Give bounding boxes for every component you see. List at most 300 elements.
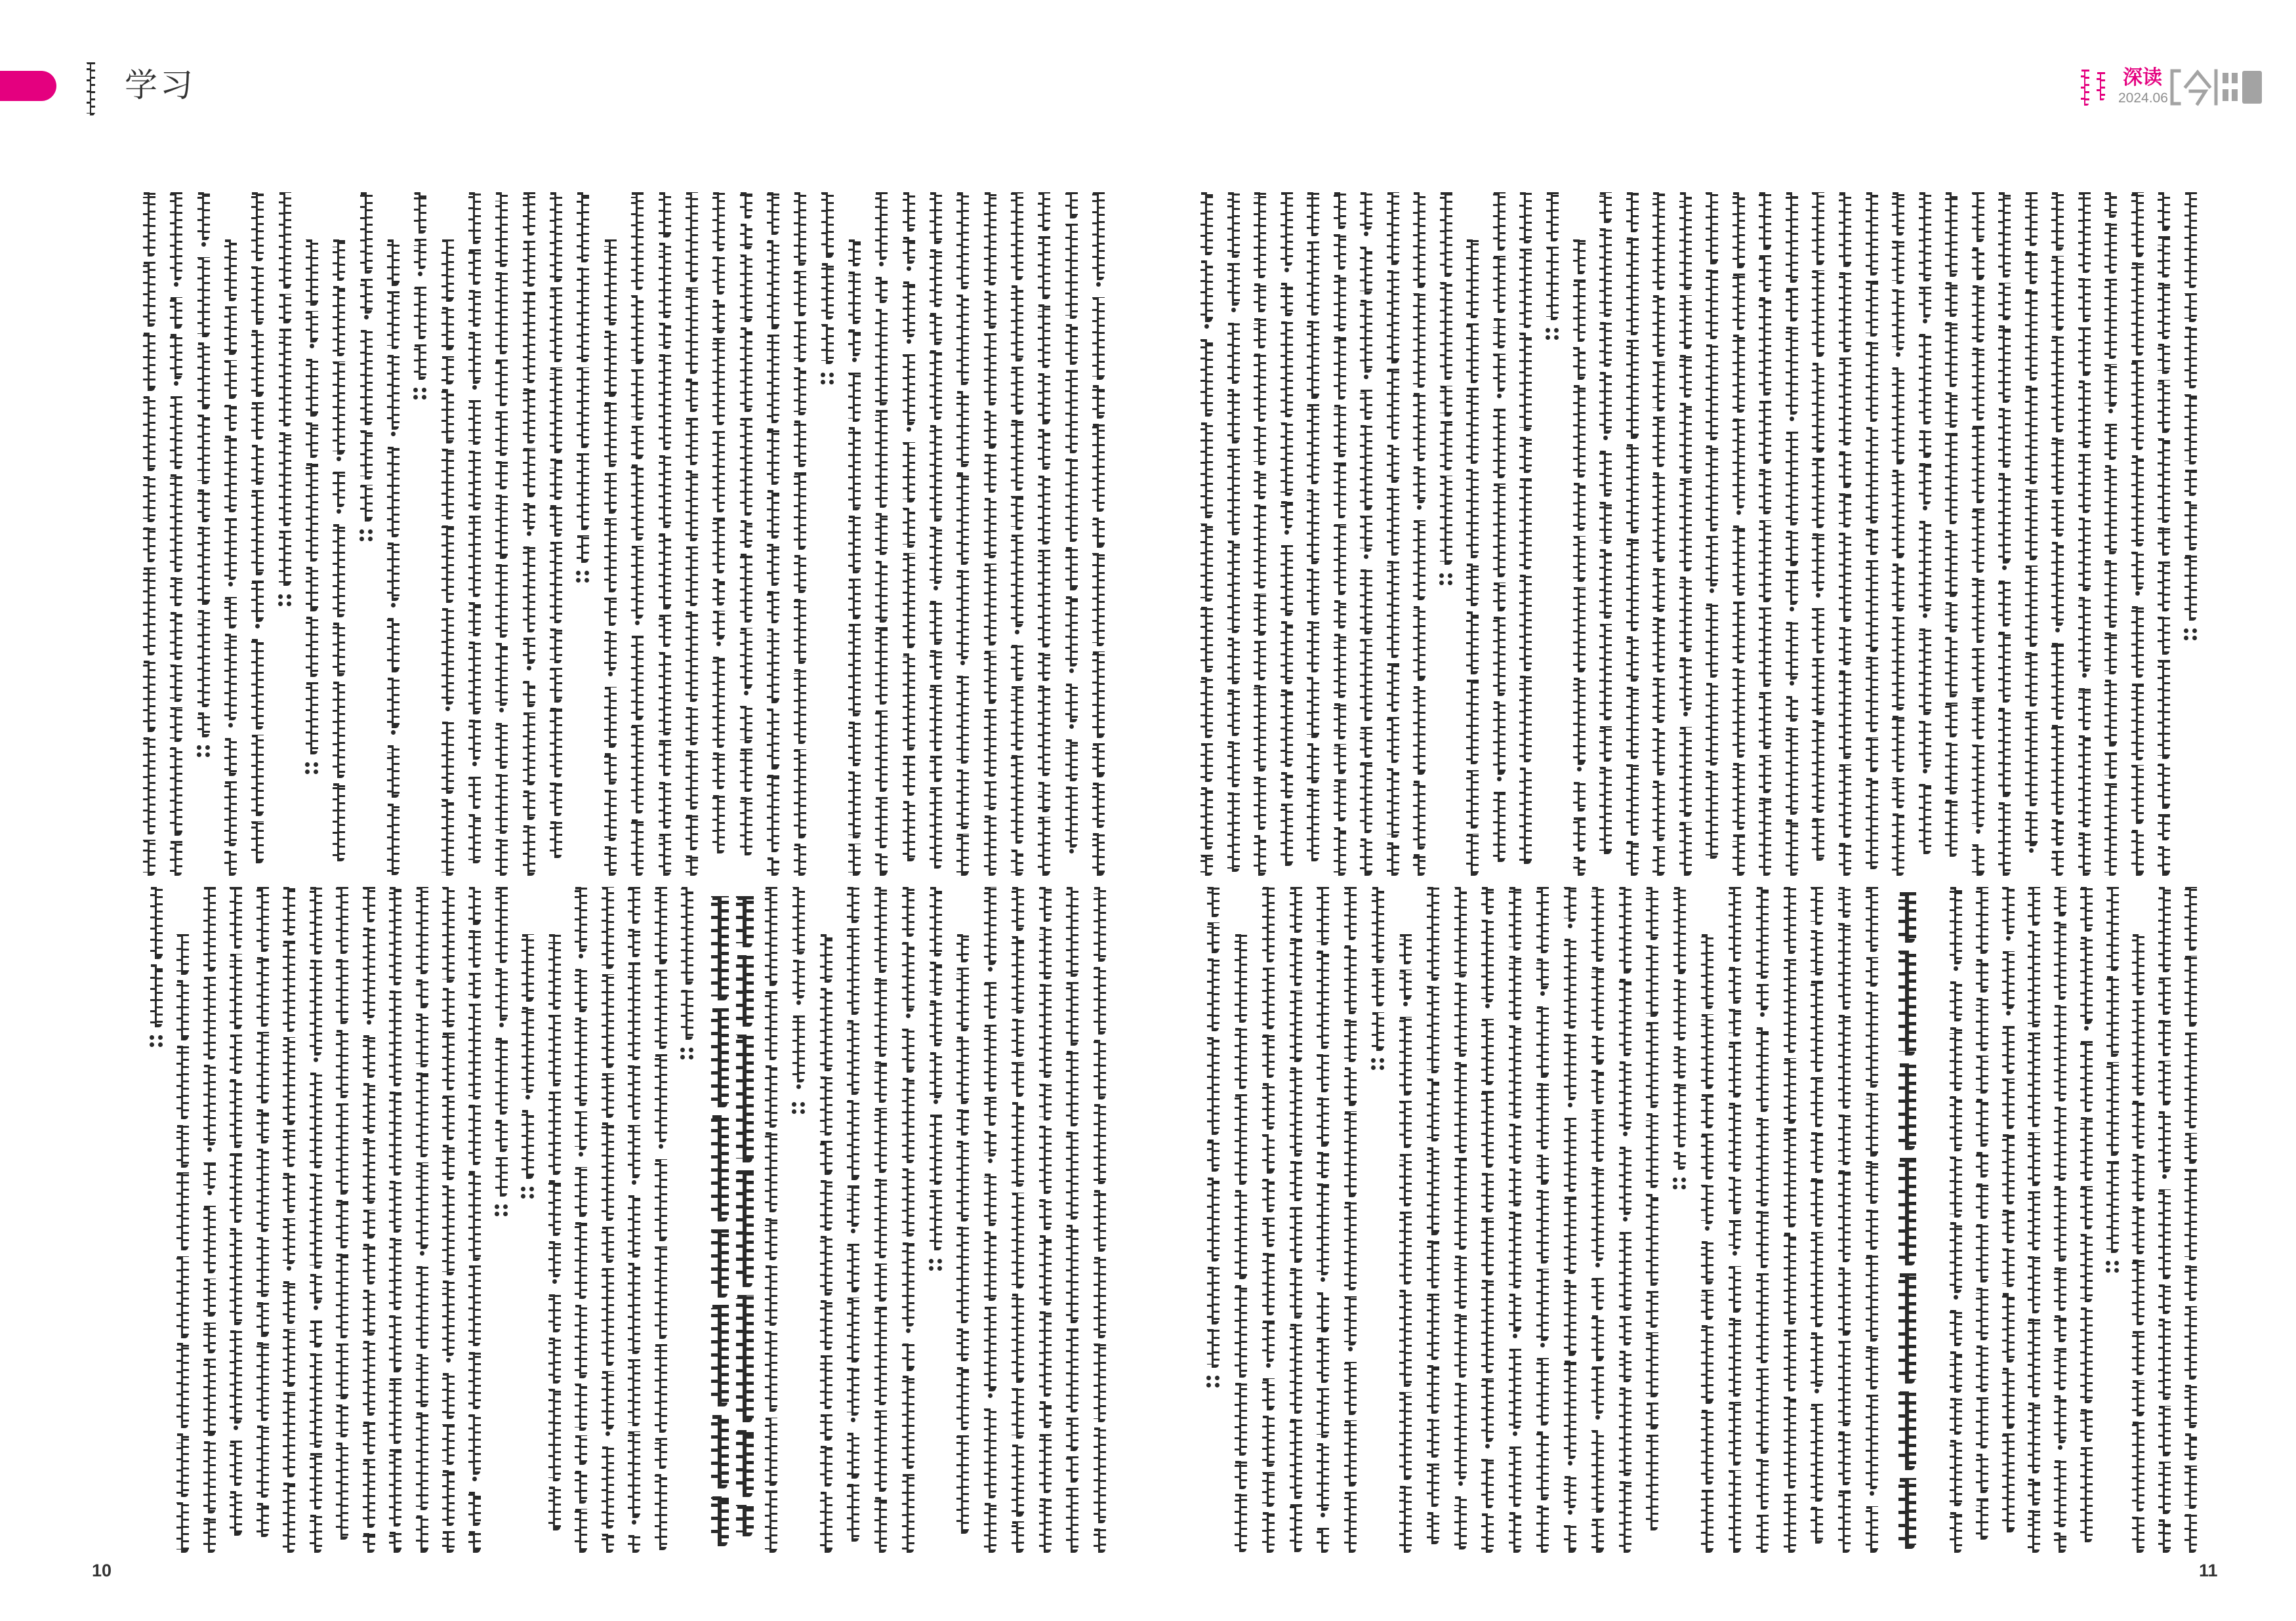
text-column (1570, 192, 1588, 872)
mongolian-word (2156, 1111, 2173, 1169)
mongolian-word (574, 192, 591, 259)
mongolian-word (493, 495, 510, 556)
mongolian-word (1809, 818, 1826, 857)
punctuation-mark (1705, 1226, 1710, 1231)
mongolian-word (1916, 430, 1933, 455)
mongolian-word (1561, 887, 1578, 918)
mongolian-word (2022, 712, 2040, 803)
mongolian-word (900, 508, 917, 544)
mongolian-word (2076, 454, 2093, 510)
mongolian-word (1589, 1278, 1606, 1307)
mongolian-word (1570, 239, 1588, 271)
text-column (1783, 192, 1800, 872)
mongolian-word (1452, 1314, 1469, 1374)
punctuation-mark (1458, 1481, 1463, 1486)
mongolian-word (1384, 717, 1401, 760)
mongolian-word (1597, 192, 1614, 220)
punctuation-mark (2006, 936, 2011, 941)
text-column (2025, 887, 2042, 1549)
mongolian-word (872, 1410, 889, 1488)
mongolian-word (872, 627, 890, 701)
mongolian-word (174, 1433, 191, 1494)
mongolian-word (1969, 745, 1986, 824)
mongolian-word (1996, 632, 2013, 699)
mongolian-word (2182, 555, 2199, 617)
mongolian-word (493, 1120, 510, 1149)
mongolian-word (466, 1105, 483, 1162)
punctuation-mark (1732, 1251, 1737, 1256)
mongolian-word (1342, 1492, 1359, 1549)
mongolian-word (386, 887, 403, 982)
mongolian-word (2102, 364, 2119, 403)
text-column (872, 887, 889, 1549)
mongolian-word (1756, 401, 1773, 461)
mongolian-word (1534, 1190, 1551, 1260)
mongolian-word (249, 490, 266, 572)
mongolian-word (981, 192, 998, 282)
mongolian-word (254, 957, 271, 1023)
punctuation-mark (1623, 1132, 1628, 1136)
mongolian-word (817, 1236, 834, 1292)
punctuation-mark (503, 1204, 508, 1209)
section-title-left: 学习 (125, 66, 195, 104)
mongolian-word (333, 1254, 350, 1335)
mongolian-word (1314, 1443, 1331, 1508)
mongolian-word (981, 1174, 998, 1223)
mongolian-word (2155, 764, 2172, 806)
mongolian-word (899, 942, 916, 1008)
mongolian-word (1836, 533, 1853, 619)
mongolian-word (1035, 429, 1052, 466)
mongolian-word (872, 309, 890, 402)
mongolian-word (1836, 451, 1853, 485)
mongolian-word (1677, 403, 1694, 470)
mongolian-word (2076, 380, 2093, 445)
mongolian-word (1561, 1361, 1578, 1456)
punctuation-mark (314, 762, 318, 767)
mongolian-word (167, 297, 184, 325)
mongolian-word (2051, 887, 2068, 913)
mongolian-word (2129, 1422, 2146, 1508)
mongolian-word (2025, 1479, 2042, 1502)
mongolian-word (1464, 611, 1481, 671)
text-column (254, 887, 271, 1549)
mongolian-word (817, 1355, 834, 1406)
mongolian-word (737, 192, 754, 215)
mongolian-word (1198, 607, 1215, 669)
mongolian-word (249, 821, 266, 860)
mongolian-word (1517, 676, 1534, 759)
mongolian-word (1035, 817, 1052, 872)
mongolian-word (602, 331, 619, 394)
mongolian-word (1278, 621, 1295, 681)
punctuation-mark (529, 1194, 534, 1199)
mongolian-word (1589, 1109, 1606, 1159)
punctuation-mark (1364, 375, 1368, 379)
text-column (1726, 887, 1743, 1549)
mongolian-word (1808, 930, 1825, 972)
mongolian-word (140, 396, 157, 468)
mongolian-word (2156, 1284, 2173, 1311)
mongolian-word (1650, 781, 1667, 838)
mongolian-word (1090, 743, 1107, 774)
mongolian-word (1570, 587, 1588, 669)
mongolian-word (708, 1496, 731, 1542)
mongolian-word (872, 513, 890, 552)
mongolian-word (625, 1263, 642, 1351)
mongolian-word (954, 1328, 971, 1358)
mongolian-word (1973, 887, 1990, 951)
mongolian-word (1251, 354, 1268, 419)
mongolian-word (1063, 1225, 1080, 1320)
mongolian-word (1808, 1332, 1825, 1384)
text-column (1671, 887, 1688, 1549)
mongolian-word (493, 774, 510, 831)
mongolian-word (167, 841, 184, 872)
mongolian-word (174, 1256, 191, 1335)
mongolian-word (683, 470, 700, 538)
punctuation-mark (445, 707, 450, 711)
text-column (1278, 192, 1295, 872)
text-column (222, 192, 239, 872)
mongolian-word (683, 192, 700, 279)
punctuation-mark (2162, 1174, 2167, 1179)
mongolian-word (1090, 651, 1107, 735)
punctuation-mark (1448, 581, 1452, 585)
mongolian-word (167, 192, 184, 277)
mongolian-word (1357, 247, 1374, 291)
mongolian-word (1781, 1233, 1798, 1321)
mongolian-word (599, 1073, 616, 1115)
mongolian-word (1304, 489, 1321, 561)
mongolian-word (2022, 386, 2040, 481)
mongolian-word (280, 887, 297, 932)
mongolian-word (1437, 421, 1454, 467)
mongolian-word (1753, 1515, 1771, 1549)
mongolian-word (1534, 1269, 1551, 1338)
mongolian-word (1314, 1054, 1331, 1089)
punctuation-mark (1595, 1263, 1600, 1267)
mongolian-word (790, 960, 807, 995)
mongolian-word (1643, 1194, 1660, 1282)
mongolian-word (1726, 1220, 1743, 1246)
mongolian-word (1198, 677, 1215, 735)
mongolian-word (1464, 834, 1481, 872)
mongolian-word (1589, 1167, 1606, 1258)
text-column (1204, 887, 1221, 1549)
mongolian-word (360, 1422, 377, 1451)
mongolian-word (227, 1153, 244, 1220)
mongolian-word (1331, 192, 1348, 226)
mongolian-word (466, 930, 483, 964)
text-column (1969, 192, 1986, 872)
mongolian-word (710, 795, 727, 850)
text-column (333, 887, 350, 1549)
mongolian-word (900, 237, 917, 260)
mongolian-word (1677, 355, 1694, 394)
mongolian-word (652, 887, 669, 961)
mongolian-word (249, 445, 266, 482)
punctuation-mark (499, 1023, 504, 1027)
punctuation-mark (960, 661, 965, 665)
mongolian-word (602, 402, 619, 464)
text-column (1781, 887, 1798, 1549)
mongolian-word (1464, 680, 1481, 761)
punctuation-mark (228, 582, 233, 586)
mongolian-word (140, 661, 157, 729)
mongolian-word (1973, 1288, 1990, 1337)
mongolian-word (1204, 1329, 1221, 1365)
mongolian-word (762, 1265, 779, 1323)
mongolian-word (2156, 1462, 2173, 1511)
punctuation-mark (1673, 1185, 1677, 1189)
punctuation-mark (287, 602, 291, 606)
mongolian-word (520, 546, 537, 629)
mongolian-word (2129, 606, 2146, 674)
mongolian-word (1517, 575, 1534, 668)
mongolian-word (1479, 1378, 1496, 1439)
text-column (2051, 887, 2068, 1549)
punctuation-mark (1069, 668, 1074, 673)
mongolian-word (493, 723, 510, 766)
mongolian-word (602, 473, 619, 510)
mongolian-word (1009, 1102, 1026, 1183)
mongolian-word (1726, 1103, 1743, 1168)
mongolian-word (737, 418, 754, 512)
mongolian-word (846, 329, 863, 353)
mongolian-word (493, 1157, 510, 1193)
mongolian-word (1384, 445, 1401, 480)
mongolian-word (652, 1474, 669, 1547)
text-column (1616, 887, 1633, 1549)
mongolian-word (1369, 1012, 1386, 1048)
mongolian-word (1008, 192, 1025, 277)
mongolian-word (899, 1474, 916, 1549)
mongolian-word (574, 268, 591, 359)
mongolian-word (1304, 404, 1321, 481)
mongolian-word (1479, 1091, 1496, 1164)
mongolian-word (733, 1295, 756, 1418)
mongolian-word (303, 617, 320, 674)
mongolian-word (333, 1344, 350, 1396)
text-column (307, 887, 324, 1549)
mongolian-word (1730, 668, 1747, 754)
mongolian-word (307, 887, 324, 951)
page-number-right: 11 (2199, 1561, 2218, 1580)
mongolian-word (652, 1246, 669, 1336)
mongolian-word (927, 249, 944, 304)
punctuation-mark (716, 642, 721, 646)
mongolian-word (708, 1229, 731, 1294)
mongolian-word (2025, 1510, 2042, 1549)
punctuation-mark (418, 272, 422, 276)
mongolian-word (493, 411, 510, 453)
mongolian-word (1342, 1420, 1359, 1483)
mongolian-word (1589, 1070, 1606, 1101)
mongolian-word (2025, 1403, 2042, 1470)
mongolian-word (546, 1389, 563, 1478)
mongolian-word (1506, 1168, 1523, 1203)
mongolian-word (628, 426, 646, 456)
mongolian-word (2022, 489, 2040, 557)
mongolian-word (844, 1020, 861, 1092)
mongolian-word (737, 327, 754, 409)
mongolian-word (330, 286, 347, 353)
mongolian-word (254, 1503, 271, 1534)
mongolian-word (1479, 1218, 1496, 1272)
punctuation-mark (359, 537, 364, 541)
mongolian-word (872, 853, 890, 872)
mongolian-word (167, 334, 184, 376)
mongolian-word (411, 287, 428, 336)
mongolian-word (307, 1274, 324, 1300)
mongolian-word (280, 1173, 297, 1210)
mongolian-word (817, 1300, 834, 1347)
mongolian-word (140, 567, 157, 652)
mongolian-word (1756, 692, 1773, 746)
mongolian-word (602, 687, 619, 745)
mongolian-word (791, 599, 808, 661)
mongolian-word (2155, 814, 2172, 837)
mongolian-word (222, 781, 239, 843)
mongolian-word (2025, 1256, 2042, 1310)
mongolian-word (1278, 321, 1295, 414)
mongolian-word (817, 988, 834, 1068)
mongolian-word (201, 1518, 218, 1549)
mongolian-word (307, 1174, 324, 1265)
mongolian-word (1063, 324, 1080, 361)
mongolian-word (1570, 817, 1588, 848)
punctuation-mark (364, 315, 369, 319)
mongolian-word (546, 1338, 563, 1380)
mongolian-word (900, 281, 917, 334)
mongolian-word (2051, 1107, 2068, 1178)
mongolian-word (1304, 743, 1321, 780)
mongolian-word (1969, 844, 1986, 872)
mongolian-word (1232, 1094, 1249, 1181)
punctuation-mark (1923, 506, 1927, 510)
punctuation-mark (1364, 232, 1368, 236)
mongolian-word (1424, 986, 1441, 1070)
mongolian-word (1781, 1494, 1798, 1549)
mongolian-word (547, 542, 564, 620)
mongolian-word (440, 988, 457, 1024)
mongolian-word (1287, 1067, 1304, 1153)
mongolian-word (1616, 1232, 1633, 1307)
mongolian-word (360, 1035, 377, 1075)
punctuation-mark (420, 1251, 424, 1256)
mongolian-word (384, 618, 401, 669)
mongolian-word (386, 1181, 403, 1229)
punctuation-mark (632, 1180, 636, 1185)
mongolian-word (1331, 405, 1348, 454)
mongolian-word (360, 1459, 377, 1525)
mongolian-word (2104, 1161, 2121, 1250)
mongolian-word (1063, 739, 1080, 778)
mongolian-word (1916, 192, 1933, 278)
mongolian-word (254, 1149, 271, 1229)
punctuation-mark (1976, 829, 1980, 834)
mongolian-word (1703, 270, 1720, 336)
mongolian-word (2102, 680, 2119, 743)
mongolian-word (1534, 1083, 1551, 1146)
mongolian-word (440, 1281, 457, 1353)
mongolian-word (1916, 521, 1933, 608)
mongolian-word (1314, 887, 1331, 942)
mongolian-word (249, 639, 266, 726)
mongolian-word (547, 708, 564, 774)
mongolian-word (1036, 1434, 1054, 1490)
mongolian-word (1490, 256, 1507, 310)
mongolian-word (280, 1329, 297, 1384)
mongolian-word (2078, 1041, 2095, 1109)
text-column (2156, 887, 2173, 1549)
mongolian-word (222, 360, 239, 396)
mongolian-word (764, 628, 781, 700)
mongolian-word (413, 1266, 430, 1345)
mongolian-word (1091, 1190, 1108, 1248)
text-column (493, 192, 510, 872)
punctuation-mark (1069, 724, 1074, 729)
mongolian-word (222, 597, 239, 625)
punctuation-mark (907, 339, 911, 344)
mongolian-word (1947, 1398, 1964, 1431)
mongolian-word (2182, 327, 2199, 385)
punctuation-mark (800, 1109, 805, 1114)
punctuation-mark (1554, 335, 1559, 340)
mongolian-word (678, 887, 695, 981)
punctuation-mark (287, 594, 291, 599)
mongolian-word (1251, 318, 1268, 345)
mongolian-word (846, 516, 863, 570)
mongolian-word (1410, 854, 1427, 872)
mongolian-word (1437, 282, 1454, 377)
mongolian-word (2182, 1466, 2199, 1506)
mongolian-word (2076, 832, 2093, 872)
heading-text-column (1896, 892, 1918, 1545)
mongolian-word (201, 887, 218, 968)
punctuation-mark (579, 1152, 583, 1157)
heading-text-column (708, 896, 731, 1542)
mongolian-word (466, 332, 483, 380)
mongolian-word (1589, 1366, 1606, 1410)
mongolian-word (1896, 1063, 1918, 1146)
text-column (1836, 192, 1853, 872)
mongolian-word (1342, 1019, 1359, 1059)
mongolian-word (791, 749, 808, 835)
mongolian-word (927, 527, 944, 581)
mongolian-word (572, 1222, 589, 1296)
mongolian-word (1677, 727, 1694, 813)
mongolian-word (1287, 1324, 1304, 1410)
mongolian-word (1260, 887, 1277, 959)
mongolian-word (762, 1490, 779, 1549)
mongolian-word (2076, 735, 2093, 824)
text-column (276, 192, 293, 872)
text-column (1730, 192, 1747, 872)
mongolian-word (254, 1342, 271, 1418)
mongolian-word (1544, 247, 1561, 317)
mongolian-word (360, 1083, 377, 1130)
mongolian-word (2051, 1005, 2068, 1098)
mongolian-word (1889, 367, 1906, 461)
punctuation-mark (422, 388, 426, 392)
mongolian-word (1863, 887, 1880, 949)
mongolian-word (1808, 1132, 1825, 1170)
mongolian-word (1517, 249, 1534, 325)
mongolian-word (1397, 1290, 1414, 1384)
logo-stroke (2232, 73, 2238, 83)
